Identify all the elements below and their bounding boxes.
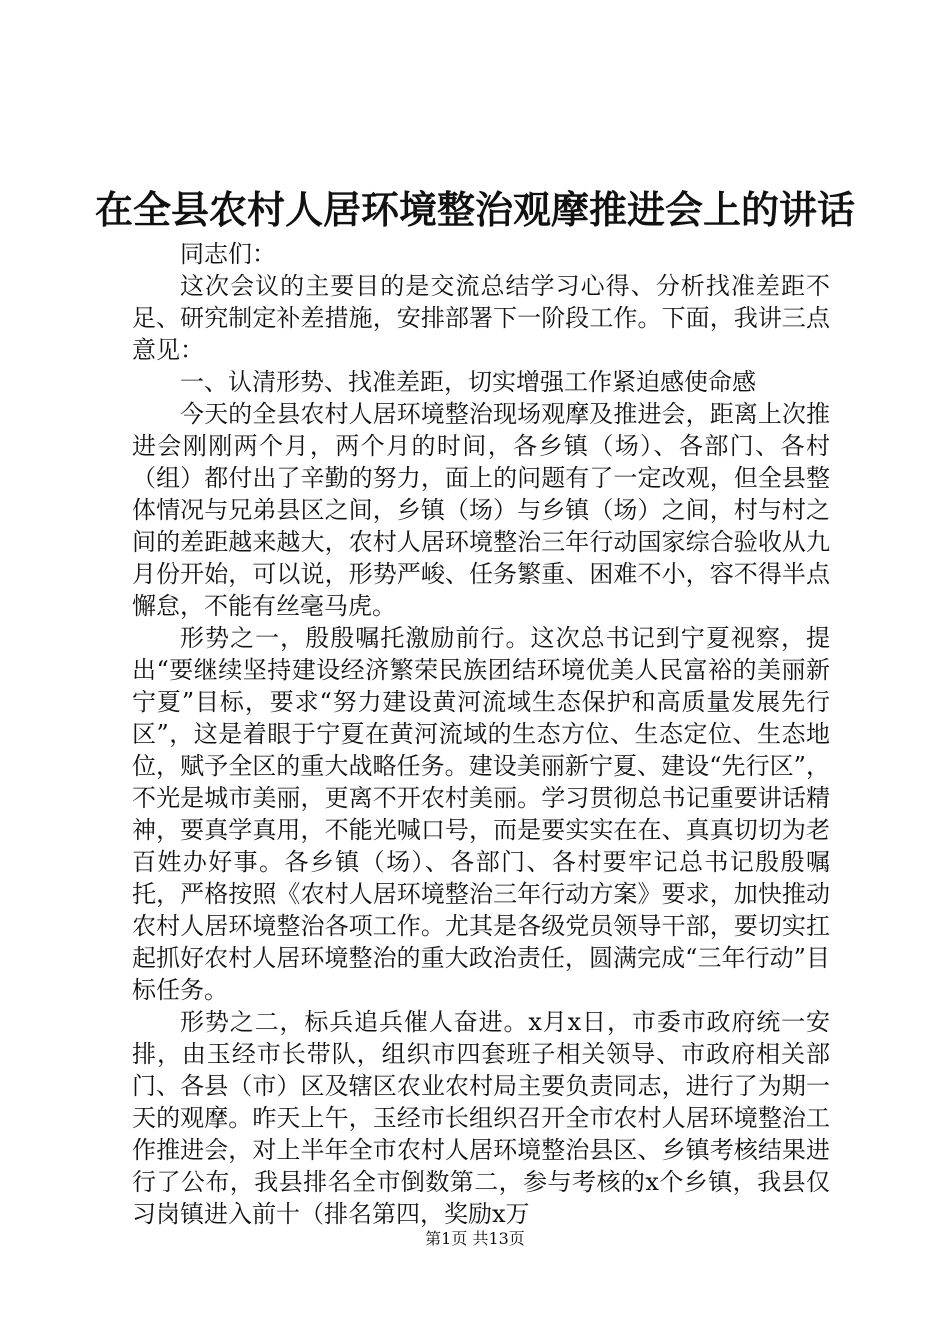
document-body <box>132 238 830 1230</box>
paragraph-intro: 这次会议的主要目的是交流总结学习心得、分析找准差距不足、研究制定补差措施，安排部署下一阶段工作。下面，我讲三点意见： <box>132 272 830 364</box>
paragraph-situation-2: 形势之二，标兵追兵催人奋进。x月x日，市委市政府统一安排，由玉经市长带队，组织市四套班子相关领导、市政府相关部门、各县（市）区及辖区农业农村局主要负责同志，进行了为期一天的观摩。昨天上午，玉经市长组织召开全市农村人居环境整治工作推进会，对上半年全市农村人居环境整治县区、乡镇考核结果进行了公布，我县排名全市倒数第二，参与考核的x个乡镇，我县仅习岗镇进入前十（排名第四，奖励x万 <box>132 1008 830 1228</box>
paragraph-situation-1: 形势之一，殷殷嘱托激励前行。这次总书记到宁夏视察，提出“要继续坚持建设经济繁荣民族团结环境优美人民富裕的美丽新宁夏”目标，要求“努力建设黄河流域生态保护和高质量发展先行区”，这是着眼于宁夏在黄河流域的生态方位、生态定位、生态地位，赋予全区的重大战略任务。建设美丽新宁夏、建设“先行区”，不光是城市美丽，更离不开农村美丽。学习贯彻总书记重要讲话精神，要真学真用，不能光喊口号，而是要实实在在、真真切切为老百姓办好事。各乡镇（场）、各部门、各村要牢记总书记殷殷嘱托，严格按照《农村人居环境整治三年行动方案》要求，加快推动农村人居环境整治各项工作。尤其是各级党员领导干部，要切实扛起抓好农村人居环境整治的重大政治责任，圆满完成“三年行动”目标任务。 <box>132 624 830 1004</box>
section-heading-1: 一、认清形势、找准差距，切实增强工作紧迫感使命感 <box>180 368 756 396</box>
paragraph-salutation: 同志们： <box>180 240 276 268</box>
paragraph-overview: 今天的全县农村人居环境整治现场观摩及推进会，距离上次推进会刚刚两个月，两个月的时间，各乡镇（场）、各部门、各村（组）都付出了辛勤的努力，面上的问题有了一定改观，但全县整体情况与兄弟县区之间，乡镇（场）与乡镇（场）之间，村与村之间的差距越来越大，农村人居环境整治三年行动国家综合验收从九月份开始，可以说，形势严峻、任务繁重、困难不小，容不得半点懈怠，不能有丝毫马虎。 <box>132 400 830 620</box>
document-title: 在全县农村人居环境整治观摩推进会上的讲话 <box>94 187 855 232</box>
page-footer: 第1页 共13页 <box>425 1229 525 1248</box>
